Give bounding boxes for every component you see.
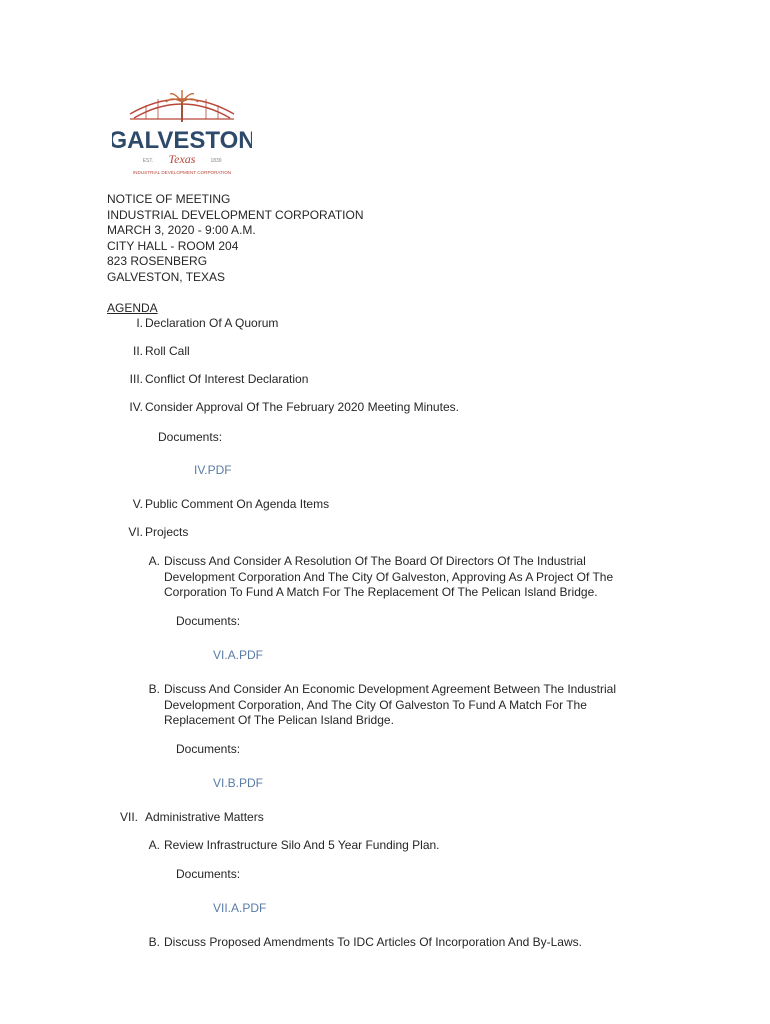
svg-text:GALVESTON: GALVESTON: [112, 127, 252, 154]
galveston-idc-logo: [112, 88, 252, 180]
notice-organization: INDUSTRIAL DEVELOPMENT CORPORATION: [107, 207, 364, 222]
notice-location: CITY HALL - ROOM 204: [107, 238, 239, 253]
svg-text:1839: 1839: [210, 158, 222, 164]
agenda-heading: AGENDA: [107, 301, 158, 315]
documents-label: Documents:: [176, 614, 241, 628]
documents-label: Documents:: [176, 867, 241, 881]
svg-text:EST.: EST.: [142, 158, 154, 164]
svg-text:INDUSTRIAL DEVELOPMENT CORPORA: INDUSTRIAL DEVELOPMENT CORPORATION: [132, 170, 232, 175]
notice-city: GALVESTON, TEXAS: [107, 269, 226, 284]
notice-address: 823 ROSENBERG: [107, 254, 208, 269]
notice-title: NOTICE OF MEETING: [107, 192, 231, 206]
documents-label: Documents:: [176, 742, 241, 756]
meeting-notice: [107, 192, 363, 286]
notice-date-time: MARCH 3, 2020 - 9:00 A.M.: [107, 223, 256, 238]
svg-text:Texas: Texas: [168, 152, 196, 166]
documents-label: Documents:: [158, 430, 223, 444]
document-link-iv[interactable]: IV.PDF: [194, 463, 232, 477]
document-link-vi-b[interactable]: VI.B.PDF: [213, 776, 264, 790]
document-link-vii-a[interactable]: VII.A.PDF: [213, 901, 267, 915]
document-link-vi-a[interactable]: VI.A.PDF: [213, 648, 264, 662]
